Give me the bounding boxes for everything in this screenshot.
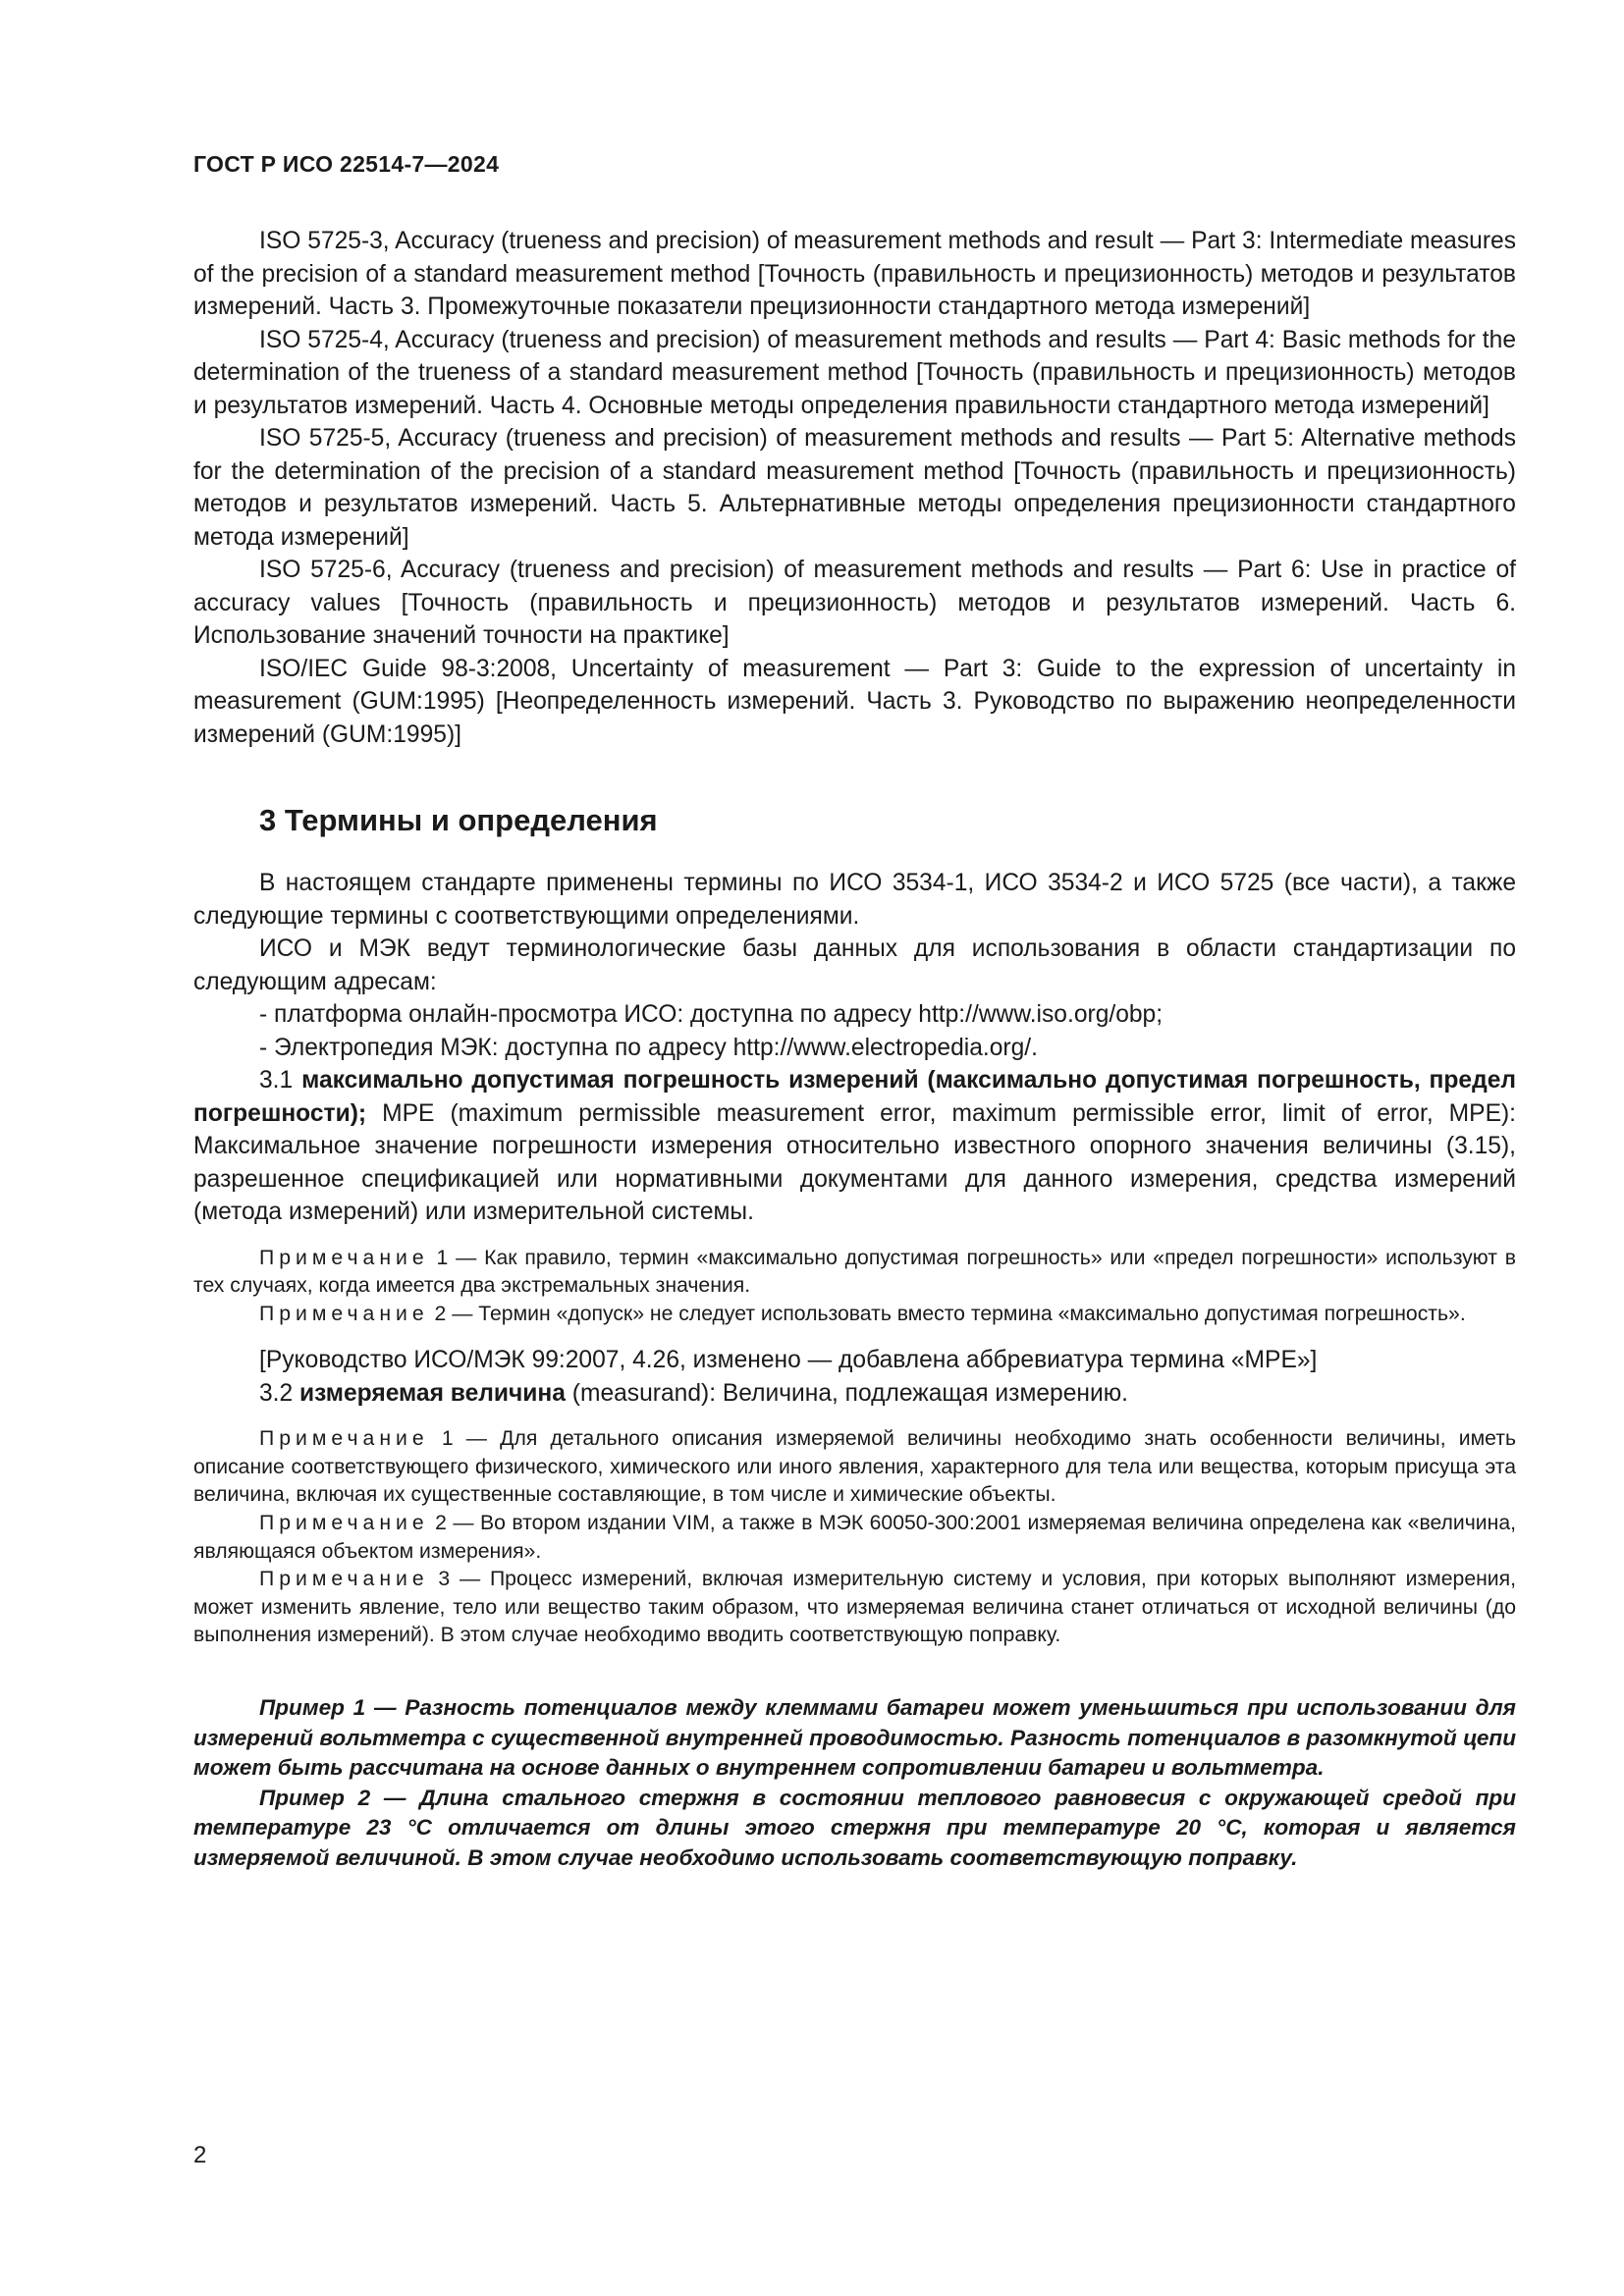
note-label: Примечание <box>259 1512 429 1535</box>
term-name: измеряемая величина <box>299 1379 566 1407</box>
database-item-iec: - Электропедия МЭК: доступна по адресу http://www.electropedia.org/. <box>259 1034 1038 1061</box>
note-text: 2 — Термин «допуск» не следует использовать вместо термина «максимально допустимая погрешность». <box>428 1302 1466 1325</box>
reference-item: ISO/IEC Guide 98-3:2008, Uncertainty of measurement — Part 3: Guide to the expression of uncertainty in measurement (GUM:1995) [Неопределенность измерений. Часть 3. Руководство по выражению неопределенности измерений (GUM:1995)] <box>193 655 1516 748</box>
note <box>193 1245 1516 1301</box>
term-3-1-citation: [Руководство ИСО/МЭК 99:2007, 4.26, изменено — добавлена аббревиатура термина «MPE»] <box>259 1347 1318 1374</box>
page-content <box>193 225 1516 1873</box>
reference-item: ISO 5725-4, Accuracy (trueness and precision) of measurement methods and results — Part 4: Basic methods for the determination of the trueness of a standard measurement method [Точность (правильность и прецизионность) методов и результатов измерений. Часть 4. Основные методы определения правильности стандартного метода измерений] <box>193 326 1516 419</box>
note-label: Примечание <box>259 1568 429 1591</box>
databases-intro: ИСО и МЭК ведут терминологические базы данных для использования в области стандартизации по следующим адресам: <box>193 935 1516 995</box>
example: Пример 1 — Разность потенциалов между клеммами батареи может уменьшиться при использовании для измерений вольтметра с существенной внутренней проводимостью. Разность потенциалов в разомкнутой цепи может быть рассчитана на основе данных о внутреннем сопротивлении батареи и вольтметра. <box>193 1695 1516 1781</box>
term-3-1-notes <box>193 1245 1516 1329</box>
page-number: 2 <box>193 2142 207 2168</box>
note-label: Примечание <box>259 1246 429 1269</box>
note <box>193 1510 1516 1566</box>
term-3-2 <box>193 1377 1516 1411</box>
document-code-header: ГОСТ Р ИСО 22514-7—2024 <box>193 151 500 177</box>
term-3-2-examples <box>193 1693 1516 1873</box>
term-3-1 <box>193 1064 1516 1229</box>
term-number: 3.1 <box>259 1067 294 1094</box>
example: Пример 2 — Длина стального стержня в состоянии теплового равновесия с окружающей средой при температуре 23 °C отличается от длины этого стержня при температуре 20 °C, которая и является измеряемой величиной. В этом случае необходимо использовать соответствующую поправку. <box>193 1785 1516 1870</box>
note <box>193 1301 1516 1329</box>
database-item-iso: - платформа онлайн-просмотра ИСО: доступна по адресу http://www.iso.org/obp; <box>259 1001 1164 1028</box>
section-intro: В настоящем стандарте применены термины по ИСО 3534-1, ИСО 3534-2 и ИСО 5725 (все части), а также следующие термины с соответствующими определениями. <box>193 870 1516 930</box>
normative-references-list <box>193 225 1516 751</box>
note-text: 2 — Во втором издании VIM, а также в МЭК 60050-300:2001 измеряемая величина определена как «величина, являющаяся объектом измерения». <box>193 1512 1516 1563</box>
term-3-2-notes <box>193 1425 1516 1650</box>
note-text: 1 — Для детального описания измеряемой величины необходимо знать особенности величины, иметь описание соответствующего физического, химического или иного явления, характерного для тела или вещества, которым присуща эта величина, включая их существенные составляющие, в том числе и химические объекты. <box>193 1427 1516 1507</box>
note <box>193 1425 1516 1510</box>
note-label: Примечание <box>259 1302 429 1325</box>
reference-item: ISO 5725-5, Accuracy (trueness and precision) of measurement methods and results — Part 5: Alternative methods for the determination of the precision of a standard measurement method [Точность (правильность и прецизионность) методов и результатов измерений. Часть 5. Альтернативные методы определения прецизионности стандартного метода измерений] <box>193 425 1516 551</box>
note-text: 1 — Как правило, термин «максимально допустимая погрешность» или «предел погрешности» используют в тех случаях, когда имеется два экстремальных значения. <box>193 1246 1516 1298</box>
term-definition: (measurand): Величина, подлежащая измерению. <box>565 1379 1128 1407</box>
term-name: максимально допустимая погрешность измерений (максимально допустимая погрешность, предел погрешности); <box>193 1067 1516 1127</box>
term-definition: MPE (maximum permissible measurement error, maximum permissible error, limit of error, MPE): Максимальное значение погрешности измерения относительно известного опорного значения величины (3.15), разрешенное спецификацией или нормативными документами для данного измерения, средства измерений (метода измерений) или измерительной системы. <box>193 1099 1516 1225</box>
note <box>193 1566 1516 1650</box>
reference-item: ISO 5725-6, Accuracy (trueness and precision) of measurement methods and results — Part 6: Use in practice of accuracy values [Точность (правильность и прецизионность) методов и результатов измерений. Часть 6. Использование значений точности на практике] <box>193 557 1516 649</box>
term-number: 3.2 <box>259 1379 294 1407</box>
reference-item: ISO 5725-3, Accuracy (trueness and precision) of measurement methods and result — Part 3: Intermediate measures of the precision of a standard measurement method [Точность (правильность и прецизионность) методов и результатов измерений. Часть 3. Промежуточные показатели прецизионности стандартного метода измерений] <box>193 228 1516 320</box>
note-text: 3 — Процесс измерений, включая измерительную систему и условия, при которых выполняют измерения, может изменить явление, тело или вещество таким образом, что измеряемая величина станет отличаться от исходной величины (до выполнения измерений). В этом случае необходимо вводить соответствующую поправку. <box>193 1568 1516 1647</box>
section-heading: 3 Термины и определения <box>259 803 658 837</box>
note-label: Примечание <box>259 1427 429 1451</box>
